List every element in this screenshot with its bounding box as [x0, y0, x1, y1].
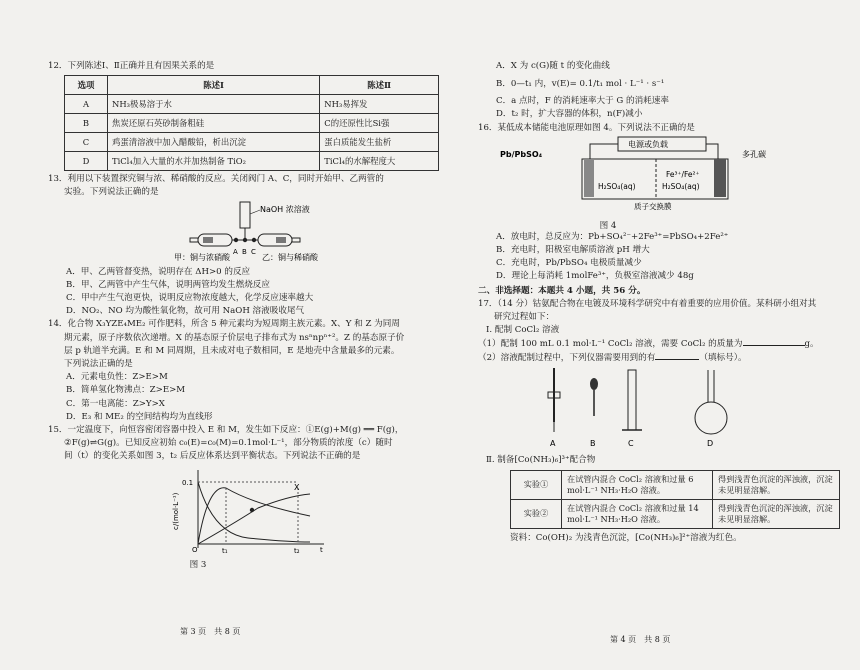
t2-label: t₂ [294, 546, 300, 555]
cell: 在试管内混合 CoCl₂ 溶液和过量 14 mol·L⁻¹ NH₃·H₂O 溶液。 [562, 499, 713, 528]
cell: TiCl₄加入大量的水并加热制备 TiO₂ [108, 152, 320, 171]
cell: B [65, 114, 108, 133]
right-solution-label-2: H₂SO₄(aq) [662, 181, 700, 191]
q15-option-c: C．a 点时，F 的消耗速率大于 G 的消耗速率 [496, 96, 669, 107]
dropper-icon [590, 378, 598, 390]
section-2-heading: 二、非选择题：本题共 4 小题，共 56 分。 [478, 285, 646, 296]
q15-option-b: B．0—t₁ 内，v(E)= 0.1/t₁ mol · L⁻¹ · s⁻¹ [496, 79, 665, 90]
q14-option-d: D．E₃ 和 ME₂ 的空间结构均为直线形 [66, 411, 213, 422]
q16-option-a: A．放电时，总反应为：Pb+SO₄²⁻+2Fe³⁺=PbSO₄+2Fe²⁺ [496, 231, 729, 242]
q14-option-a: A．元素电负性：Z>E>M [66, 372, 168, 383]
pb-electrode [584, 159, 594, 197]
q13-stem2: 实验。下列说法正确的是 [64, 187, 159, 198]
q13-option-b: B．甲、乙两管中产生气体，说明两管均发生燃烧反应 [66, 279, 270, 290]
label-a: A [550, 438, 556, 448]
power-load-label: 电源或负载 [628, 139, 668, 149]
carbon-electrode [714, 159, 726, 197]
q17-part2: Ⅱ. 制备[Co(NH₃)₆]³⁺配合物 [486, 454, 596, 465]
q14-option-c: C．第一电离能：Z>Y>X [66, 398, 165, 409]
cell: 实验② [511, 499, 562, 528]
q14-line4: 下列说法正确的是 [64, 359, 133, 370]
valve-a-label: A [233, 247, 238, 256]
concentration-figure [48, 464, 448, 556]
table-row [65, 95, 439, 114]
q17-sub1: （1）配制 100 mL 0.1 mol·L⁻¹ CoCl₂ 溶液，需要 CoCl₂ 的质量为 [478, 339, 743, 350]
curve-x [198, 494, 310, 544]
q12-header-option: 选项 [65, 76, 108, 95]
q14-option-b: B．简单氢化物沸点：Z>E>M [66, 385, 186, 396]
label-b: B [590, 438, 596, 448]
fig-naoh-label: NaOH 浓溶液 [260, 204, 310, 214]
table-row [65, 133, 439, 152]
t1-label: t₁ [222, 546, 228, 555]
q17-sub1-line [478, 337, 860, 351]
cell: 得到浅青色沉淀的浑浊液，沉淀未见明显溶解。 [713, 470, 840, 499]
q17-stem1: 17．（14 分）钴氨配合物在电镀及环境科学研究中有着重要的应用价值。某科研小组对其 [478, 298, 817, 309]
q15-option-a: A．X 为 c(G)随 t 的变化曲线 [496, 61, 610, 71]
q12-stem: 12．下列陈述Ⅰ、Ⅱ正确并且有因果关系的是 [48, 61, 215, 71]
q15-option-d: D．t₂ 时，扩大容器的体积，n(F)减小 [496, 109, 643, 120]
syringe-icon [240, 202, 250, 228]
membrane-label: 质子交换膜 [634, 201, 672, 211]
instruments-figure [478, 366, 858, 450]
q17-sub1-end: g。 [804, 339, 819, 350]
right-page-footer: 第 4 页 共 8 页 [610, 635, 671, 644]
q12-header-stmt2: 陈述Ⅱ [320, 76, 439, 95]
cell: 蛋白质能发生盐析 [320, 133, 439, 152]
valve-b-label: B [242, 247, 247, 256]
table-row [511, 499, 840, 528]
cell: 实验① [511, 470, 562, 499]
cell: TiCl₄的水解程度大 [320, 152, 439, 171]
q12-table [64, 75, 439, 171]
cell: C的还原性比Si强 [320, 114, 439, 133]
q17-part1: Ⅰ. 配制 CoCl₂ 溶液 [486, 325, 560, 336]
left-electrode-label: Pb/PbSO₄ [500, 149, 543, 159]
cell: 在试管内混合 CoCl₂ 溶液和过量 6 mol·L⁻¹ NH₃·H₂O 溶液。 [562, 470, 713, 499]
q16-option-b: B．充电时，阳极室电解质溶液 pH 增大 [496, 245, 650, 256]
cell: D [65, 152, 108, 171]
left-solution-label: H₂SO₄(aq) [598, 181, 636, 191]
q13-option-d: D．NO₂、NO 均为酸性氧化物，故可用 NaOH 溶液吸收尾气 [66, 306, 305, 317]
table-row [65, 114, 439, 133]
origin-label: O [192, 545, 198, 554]
q14-line3: 层 p 轨道半充满。E 和 M 同周期，且未成对电子数相同，E 是地壳中含量最多的元素。 [64, 345, 400, 356]
q17-note: 资料：Co(OH)₂ 为浅青色沉淀，[Co(NH₃)₆]²⁺溶液为红色。 [510, 532, 742, 543]
y-tick-label: 0.1 [182, 478, 194, 487]
q14-line1: 14．化合物 X₃YZE₄ME₂ 可作肥料，所含 5 种元素均为短周期主族元素。X、Y 和 Z 为同周 [48, 319, 400, 330]
valve-c-label: C [251, 247, 256, 256]
q17-sub2: （2）溶液配制过程中，下列仪器需要用到的有 [478, 353, 656, 364]
left-page-footer: 第 3 页 共 8 页 [180, 627, 241, 636]
fig3-caption: 图 3 [189, 559, 207, 570]
q15-line2: ②F(g)⇌G(g)。已知反应初始 c₀(E)=c₀(M)=0.1mol·L⁻¹，部分物质的浓度（c）随时 [64, 438, 393, 449]
right-solution-label-1: Fe³⁺/Fe²⁺ [666, 169, 700, 179]
q16-option-d: D．理论上每消耗 1molFe³⁺，负极室溶液减少 48g [496, 271, 694, 282]
right-tube-icon [258, 234, 292, 246]
fig-yi-label: 乙：铜与稀硝酸 [262, 252, 318, 262]
q15-line1: 15．一定温度下，向恒容密闭容器中投入 E 和 M，发生如下反应：①E(g)+M(g) ══ F(g)， [48, 425, 404, 436]
label-d: D [707, 438, 714, 448]
apparatus-figure [48, 200, 448, 262]
q17-stem2: 研究过程如下： [494, 311, 555, 322]
q15-line3: 间（t）的变化关系如图 3，t₂ 后反应体系达到平衡状态。下列说法不正确的是 [64, 451, 361, 462]
answer-blank-2[interactable] [655, 351, 699, 360]
fig4-caption: 图 4 [599, 220, 617, 231]
fig-jia-label: 甲：铜与浓硝酸 [174, 252, 230, 262]
cell-body [582, 159, 728, 199]
curve-f [198, 487, 310, 543]
q13-stem1: 13．利用以下装置探究铜与浓、稀硝酸的反应。关闭阀门 A、C，同时开始甲、乙两管的 [48, 174, 384, 185]
y-axis-label: c/(mol·L⁻¹) [172, 492, 180, 530]
right-page [478, 60, 860, 545]
cell: NH₃易挥发 [320, 95, 439, 114]
cell: C [65, 133, 108, 152]
right-electrode-label: 多孔碳 [742, 149, 766, 159]
cell: 焦炭还原石英砂制备粗硅 [108, 114, 320, 133]
q13-option-a: A．甲、乙两管督变热，说明存在 ΔH>0 的反应 [66, 266, 251, 277]
q17-sub2-line [478, 351, 860, 365]
q17-sub2-end: （填标号）。 [699, 353, 747, 364]
q14-line2: 期元素，原子序数依次递增。X 的基态原子价层电子排布式为 nsⁿnpⁿ⁺²。Z 的基态原子价 [64, 332, 405, 343]
q12-header-stmt1: 陈述Ⅰ [108, 76, 320, 95]
q13-option-c: C．甲中产生气泡更快，说明反应物浓度越大，化学反应速率越大 [66, 293, 314, 304]
left-page [48, 60, 448, 570]
q16-stem: 16．某低成本储能电池原理如图 4。下列说法不正确的是 [478, 122, 695, 133]
cell: NH₃极易溶于水 [108, 95, 320, 114]
cell: A [65, 95, 108, 114]
series-x-label: X [294, 482, 300, 492]
table-row [511, 470, 840, 499]
label-c: C [628, 438, 634, 448]
cell: 鸡蛋清溶液中加入醋酸铅，析出沉淀 [108, 133, 320, 152]
experiment-table [510, 470, 840, 529]
cell: 得到浅青色沉淀的浑浊液，沉淀未见明显溶解。 [713, 499, 840, 528]
table-row [65, 152, 439, 171]
x-axis-label: t [320, 545, 323, 554]
point-a [250, 507, 254, 511]
answer-blank-1[interactable] [743, 337, 805, 346]
battery-figure [478, 135, 858, 215]
q16-option-c: C．充电时，Pb/PbSO₄ 电极质量减少 [496, 258, 642, 269]
cylinder-icon [628, 370, 636, 430]
